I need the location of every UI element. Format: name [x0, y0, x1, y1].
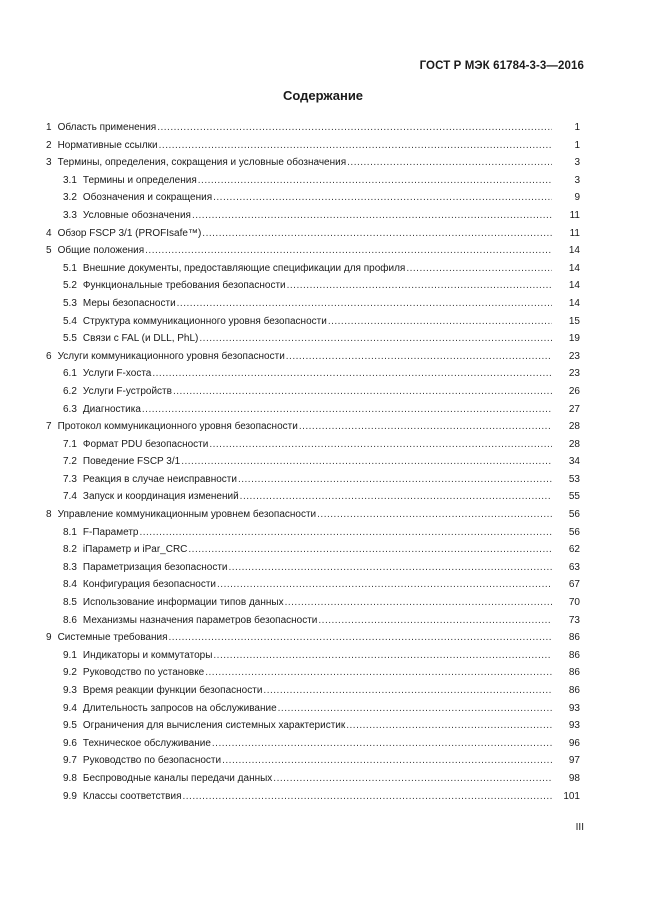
toc-entry-page: 26 [568, 385, 580, 397]
toc-entry-number: 9.4 [63, 702, 77, 714]
toc-entry-page: 23 [568, 350, 580, 362]
toc-entry-title: Использование информации типов данных [82, 597, 284, 609]
toc-entry[interactable] [46, 260, 580, 278]
toc-entry-title: iПараметр и iPar_CRC [82, 544, 188, 556]
toc-entry-page: 9 [574, 192, 580, 204]
toc-entry[interactable] [46, 137, 580, 155]
toc-entry-title: Классы соответствия [82, 790, 182, 802]
toc-entry-number: 7.2 [63, 456, 77, 468]
toc-entry[interactable] [46, 559, 580, 577]
page-title: Содержание [282, 88, 364, 103]
toc-entry-number: 5.4 [63, 315, 77, 327]
toc-entry-title: Нормативные ссылки [57, 139, 158, 151]
toc-leader-dots [188, 541, 552, 559]
toc-entry-page: 27 [568, 403, 580, 415]
toc-entry-title: Техническое обслуживание [82, 737, 211, 749]
toc-entry[interactable] [46, 471, 580, 489]
toc-entry-title: Формат PDU безопасности [82, 438, 209, 450]
toc-entry-title: F-Параметр [82, 526, 139, 538]
toc-entry[interactable] [46, 189, 580, 207]
toc-entry-page: 14 [568, 262, 580, 274]
toc-entry-number: 9.5 [63, 720, 77, 732]
toc-entry-title: Конфигурация безопасности [82, 579, 217, 591]
toc-leader-dots [328, 313, 552, 331]
toc-entry-title: Руководство по установке [82, 667, 205, 679]
toc-entry-page: 14 [568, 245, 580, 257]
toc-entry[interactable] [46, 365, 580, 383]
toc-leader-dots [182, 788, 552, 806]
toc-entry-number: 3.2 [63, 192, 77, 204]
toc-entry-title: Время реакции функции безопасности [82, 685, 263, 696]
toc-entry-title: Управление коммуникационным уровнем безопасности [57, 509, 317, 521]
toc-leader-dots [222, 752, 552, 770]
toc-entry-page: 93 [568, 702, 580, 714]
toc-entry-page: 96 [568, 737, 580, 749]
toc-leader-dots [347, 154, 552, 172]
toc-entry-page: 97 [568, 755, 580, 767]
toc-entry-title: Обзор FSCP 3/1 (PROFIsafe™) [57, 227, 202, 239]
toc-entry-page: 14 [568, 297, 580, 309]
toc-entry-page: 56 [568, 509, 580, 521]
toc-entry-number: 7.4 [63, 491, 77, 503]
toc-entry-page: 86 [568, 685, 580, 696]
toc-entry[interactable] [46, 682, 580, 700]
toc-entry-title: Условные обозначения [82, 209, 191, 221]
toc-leader-dots [346, 717, 552, 735]
toc-entry-page: 70 [568, 597, 580, 609]
toc-entry-title: Услуги коммуникационного уровня безопасности [57, 350, 285, 362]
toc-leader-dots [181, 453, 552, 471]
toc-entry-number: 9.1 [63, 649, 77, 661]
toc-entry-title: Ограничения для вычисления системных характеристик [82, 720, 346, 732]
toc-entry-page: 15 [568, 315, 580, 327]
toc-leader-dots [213, 647, 552, 665]
toc-entry-title: Область применения [57, 122, 157, 133]
toc-entry[interactable] [46, 770, 580, 788]
toc-entry-number: 8.2 [63, 544, 77, 556]
toc-leader-dots [169, 629, 553, 647]
toc-entry-page: 63 [568, 561, 580, 573]
toc-entry[interactable] [46, 647, 580, 665]
toc-entry-title: Термины и определения [82, 174, 197, 186]
toc-entry-number: 5.2 [63, 280, 77, 292]
toc-entry-title: Протокол коммуникационного уровня безопасности [57, 421, 298, 433]
toc-entry[interactable] [46, 330, 580, 348]
toc-entry[interactable] [46, 717, 580, 735]
toc-entry-title: Механизмы назначения параметров безопасности [82, 614, 318, 626]
toc-entry-page: 3 [574, 157, 580, 169]
toc-entry[interactable] [46, 788, 580, 806]
toc-entry-number: 6.2 [63, 385, 77, 397]
toc-entry-number: 9.7 [63, 755, 77, 767]
toc-entry-page: 53 [568, 473, 580, 485]
toc-entry[interactable] [46, 313, 580, 331]
toc-entry-number: 8.3 [63, 561, 77, 573]
toc-entry[interactable] [46, 524, 580, 542]
toc-entry-number: 9.8 [63, 772, 77, 784]
toc-entry[interactable] [46, 383, 580, 401]
toc-entry-page: 98 [568, 772, 580, 784]
toc-entry-page: 67 [568, 579, 580, 591]
toc-entry-page: 1 [574, 139, 580, 151]
toc-entry[interactable] [46, 242, 580, 260]
toc-entry-title: Беспроводные каналы передачи данных [82, 772, 273, 784]
toc-entry[interactable] [46, 436, 580, 454]
toc-entry-number: 5 [46, 245, 52, 257]
toc-entry[interactable] [46, 295, 580, 313]
toc-entry[interactable] [46, 488, 580, 506]
toc-entry-title: Функциональные требования безопасности [82, 280, 286, 292]
toc-entry-title: Услуги F-устройств [82, 385, 172, 397]
toc-entry[interactable] [46, 418, 580, 436]
toc-entry-page: 101 [563, 790, 580, 802]
toc-entry-number: 9.9 [63, 790, 77, 802]
toc-leader-dots [299, 418, 552, 436]
toc-leader-dots [406, 260, 552, 278]
toc-entry-number: 6.1 [63, 368, 77, 380]
toc-entry-number: 9.2 [63, 667, 77, 679]
toc-entry-page: 86 [568, 667, 580, 679]
toc-entry[interactable] [46, 664, 580, 682]
toc-leader-dots [142, 401, 552, 419]
toc-entry-title: Индикаторы и коммутаторы [82, 649, 213, 661]
toc-entry[interactable] [46, 506, 580, 524]
toc-entry[interactable] [46, 735, 580, 753]
toc-entry-page: 86 [568, 632, 580, 644]
toc-entry[interactable] [46, 154, 580, 172]
toc-entry-title: Структура коммуникационного уровня безопасности [82, 315, 327, 327]
toc-leader-dots [145, 242, 552, 260]
toc-leader-dots [157, 119, 552, 137]
toc-leader-dots [212, 735, 552, 753]
toc-entry-title: Поведение FSCP 3/1 [82, 456, 181, 468]
toc-entry-page: 1 [574, 122, 580, 133]
toc-entry[interactable] [46, 225, 580, 243]
toc-leader-dots [238, 471, 552, 489]
toc-entry-page: 28 [568, 421, 580, 433]
toc-leader-dots [318, 612, 552, 630]
toc-entry-page: 3 [574, 174, 580, 186]
toc-leader-dots [273, 770, 552, 788]
toc-entry-title: Параметризация безопасности [82, 561, 228, 573]
toc-entry-number: 5.3 [63, 297, 77, 309]
toc-entry[interactable] [46, 207, 580, 225]
toc-entry[interactable] [46, 172, 580, 190]
toc-entry-number: 9.3 [63, 685, 77, 696]
toc-leader-dots [199, 330, 552, 348]
toc-entry-page: 19 [568, 333, 580, 345]
toc-entry[interactable] [46, 541, 580, 559]
toc-entry-page: 23 [568, 368, 580, 380]
toc-entry[interactable] [46, 612, 580, 630]
toc-leader-dots [213, 189, 552, 207]
toc-leader-dots [287, 277, 552, 295]
toc-entry[interactable] [46, 119, 580, 137]
toc-entry-title: Связи с FAL (и DLL, PhL) [82, 333, 199, 345]
toc-entry-page: 34 [568, 456, 580, 468]
toc-entry-title: Внешние документы, предоставляющие спецификации для профиля [82, 262, 406, 274]
toc-leader-dots [285, 594, 552, 612]
toc-leader-dots [152, 365, 552, 383]
toc-entry-title: Руководство по безопасности [82, 755, 222, 767]
toc-entry[interactable] [46, 752, 580, 770]
toc-entry-title: Реакция в случае неисправности [82, 473, 237, 485]
toc-entry-title: Диагностика [82, 403, 141, 415]
toc-entry-number: 3.3 [63, 209, 77, 221]
toc-entry-page: 55 [568, 491, 580, 503]
toc-entry-number: 7 [46, 421, 52, 433]
toc-leader-dots [228, 559, 552, 577]
toc-entry-title: Системные требования [57, 632, 168, 644]
toc-leader-dots [205, 664, 552, 682]
toc-entry[interactable] [46, 629, 580, 647]
toc-entry-page: 93 [568, 720, 580, 732]
toc-entry-title: Меры безопасности [82, 297, 176, 309]
document-code: ГОСТ Р МЭК 61784-3-3—2016 [419, 60, 584, 72]
toc-entry-title: Услуги F-хоста [82, 368, 152, 380]
toc-leader-dots [317, 506, 552, 524]
toc-entry-page: 11 [569, 209, 580, 221]
toc-entry[interactable] [46, 700, 580, 718]
toc-entry[interactable] [46, 277, 580, 295]
toc-entry-page: 28 [568, 438, 580, 450]
toc-entry-page: 11 [569, 227, 580, 239]
toc-leader-dots [159, 137, 552, 155]
toc-leader-dots [202, 225, 552, 243]
toc-entry-number: 6 [46, 350, 52, 362]
toc-entry-page: 86 [568, 649, 580, 661]
toc-entry-number: 3.1 [63, 174, 77, 186]
toc-entry-page: 73 [568, 614, 580, 626]
toc-entry-number: 5.1 [63, 262, 77, 274]
toc-entry-page: 62 [568, 544, 580, 556]
toc-leader-dots [192, 207, 552, 225]
toc-entry[interactable] [46, 576, 580, 594]
toc-entry-number: 9.6 [63, 737, 77, 749]
toc-entry-number: 9 [46, 632, 52, 644]
toc-leader-dots [173, 383, 552, 401]
page-number: III [575, 822, 584, 833]
toc-entry-title: Запуск и координация изменений [82, 491, 239, 503]
toc-entry[interactable] [46, 348, 580, 366]
toc-entry-title: Обозначения и сокращения [82, 192, 213, 204]
toc-entry-number: 8 [46, 509, 52, 521]
toc-entry-page: 56 [568, 526, 580, 538]
toc-leader-dots [177, 295, 552, 313]
toc-entry-number: 8.4 [63, 579, 77, 591]
toc-entry-number: 8.5 [63, 597, 77, 609]
toc-entry[interactable] [46, 401, 580, 419]
toc-entry-number: 5.5 [63, 333, 77, 345]
toc-leader-dots [278, 700, 552, 718]
table-of-contents [46, 119, 580, 805]
toc-leader-dots [209, 436, 552, 454]
toc-entry-title: Общие положения [57, 245, 145, 257]
toc-entry-number: 7.1 [63, 438, 77, 450]
toc-entry-number: 8.1 [63, 526, 77, 538]
toc-entry-number: 3 [46, 157, 52, 169]
toc-entry-number: 1 [46, 122, 52, 133]
toc-entry-page: 14 [568, 280, 580, 292]
toc-entry[interactable] [46, 453, 580, 471]
toc-leader-dots [263, 682, 552, 700]
toc-entry-number: 8.6 [63, 614, 77, 626]
toc-entry-number: 7.3 [63, 473, 77, 485]
toc-entry-title: Термины, определения, сокращения и условные обозначения [57, 157, 347, 169]
toc-entry-number: 6.3 [63, 403, 77, 415]
toc-entry-number: 2 [46, 139, 52, 151]
toc-entry[interactable] [46, 594, 580, 612]
toc-leader-dots [286, 348, 552, 366]
toc-leader-dots [139, 524, 552, 542]
toc-entry-title: Длительность запросов на обслуживание [82, 702, 277, 714]
toc-leader-dots [198, 172, 552, 190]
toc-leader-dots [240, 488, 552, 506]
toc-entry-number: 4 [46, 227, 52, 239]
toc-leader-dots [217, 576, 552, 594]
